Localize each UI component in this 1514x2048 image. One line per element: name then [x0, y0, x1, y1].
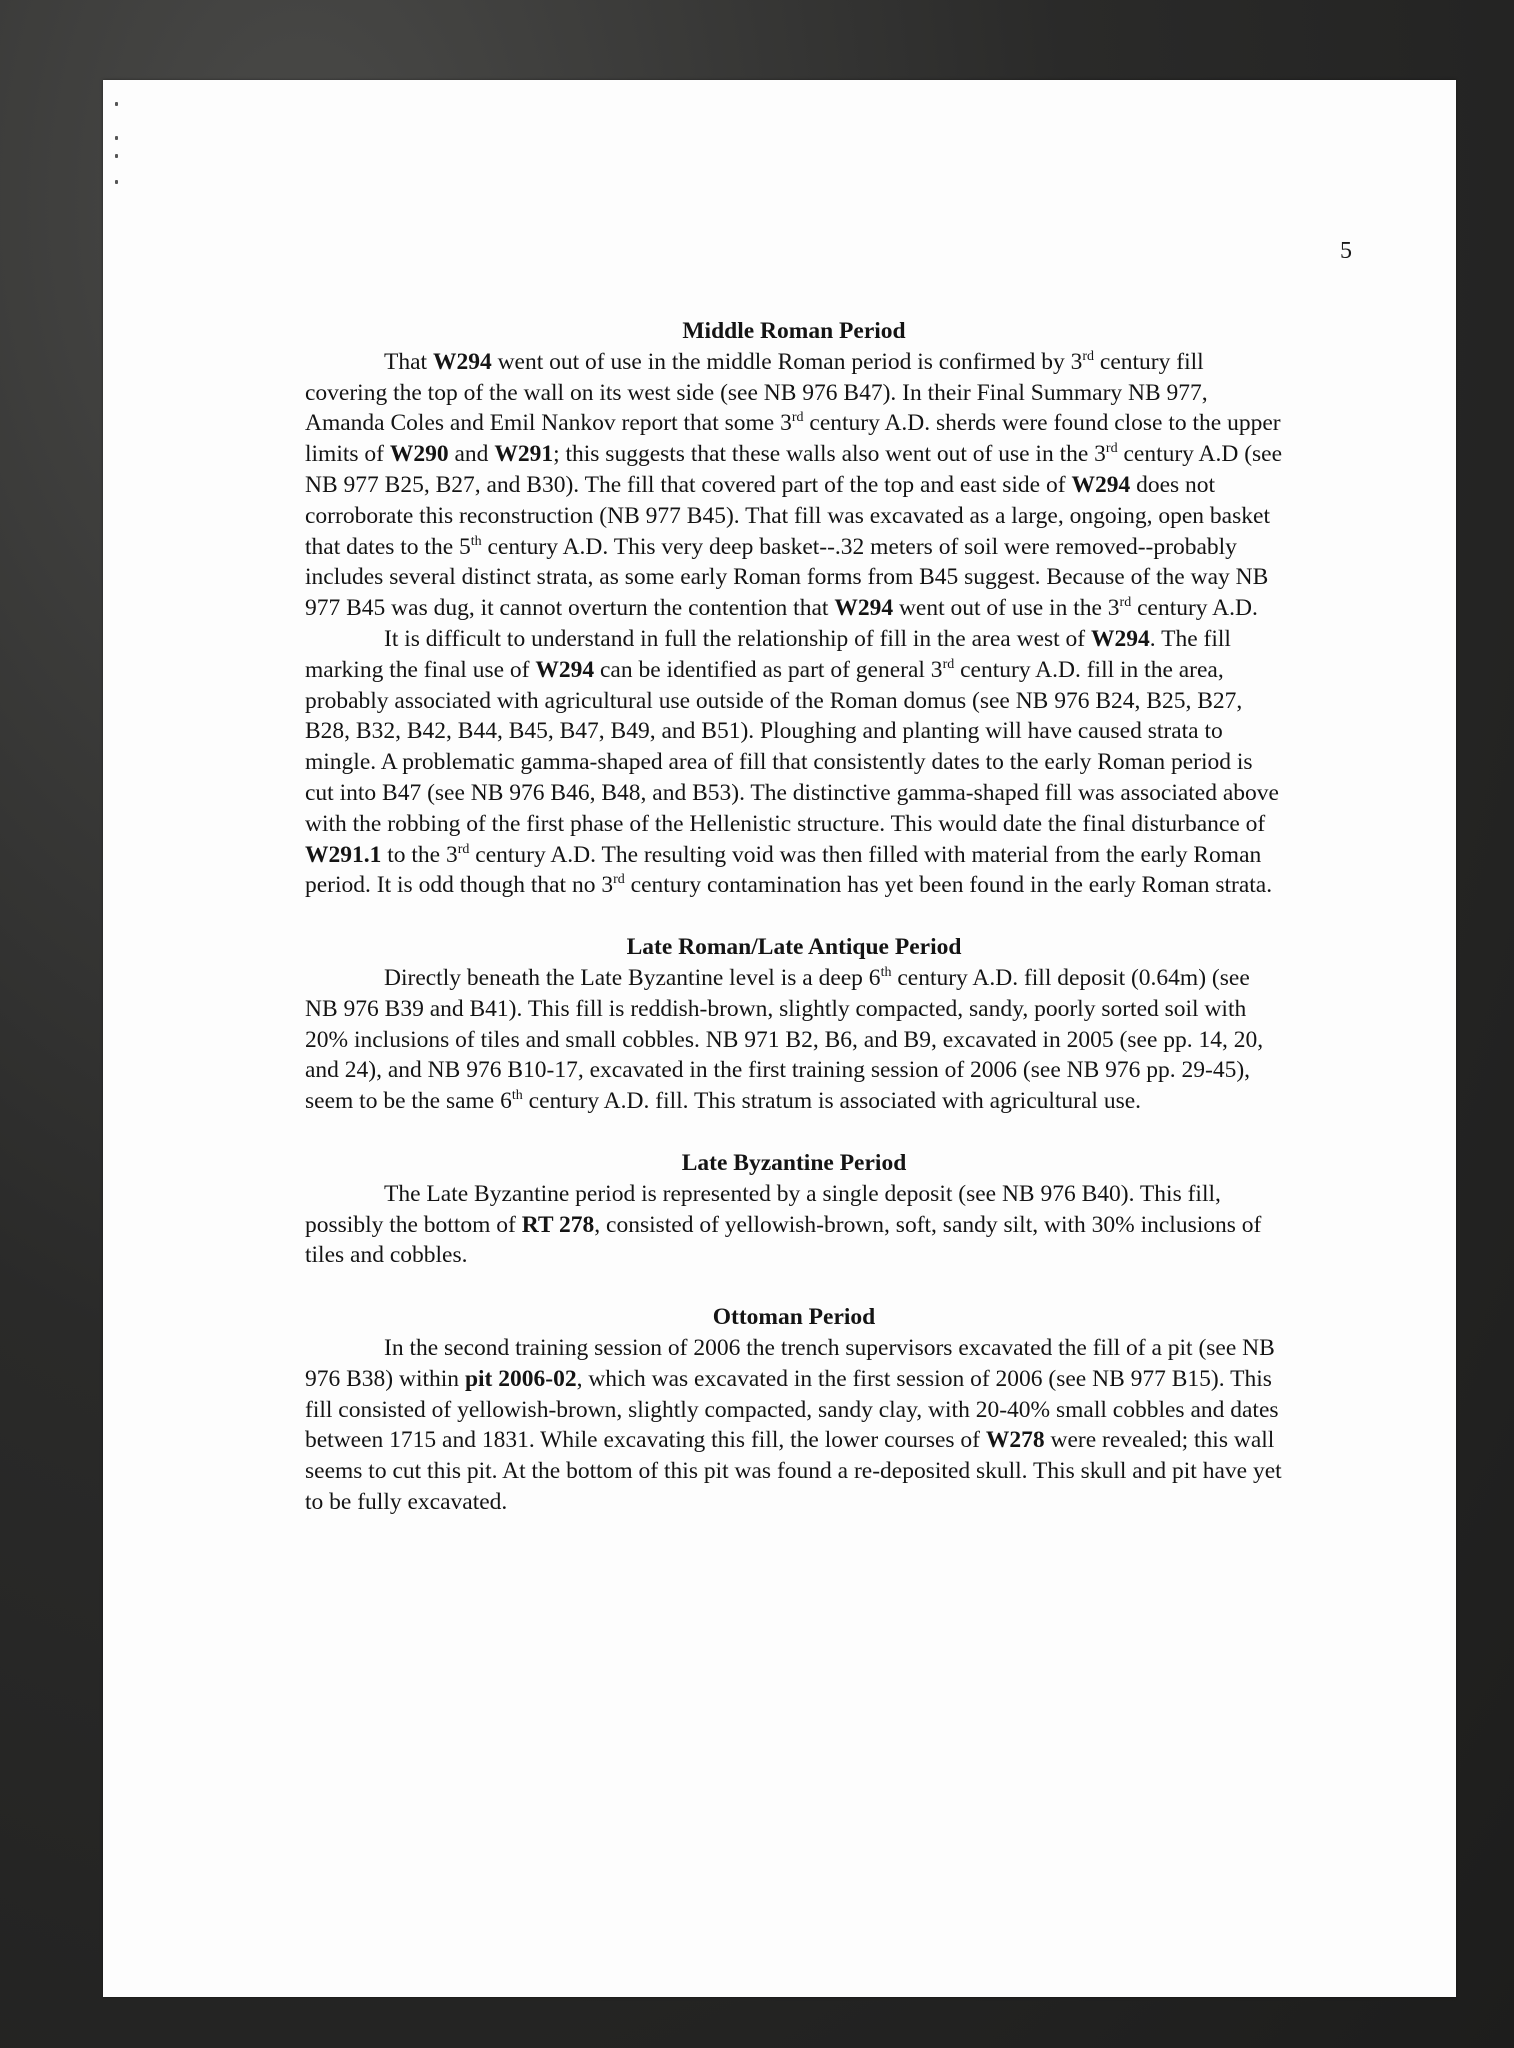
feature-label: W294 — [1091, 625, 1150, 652]
paragraph — [305, 1333, 1283, 1518]
text-run: , which was excavated in the first session of 2006 (see NB 977 B15). This fill consisted of yellowish-brown, slightly compacted, sandy clay, with 20-40% small cobbles and dates between 1715 and 1831. While excavating this fill, the lower courses of — [305, 1365, 1279, 1454]
paragraph — [305, 963, 1283, 1117]
text-run: century A.D. fill deposit (0.64m) (see NB 976 B39 and B41). This fill is reddish-brown, slightly compacted, sandy, poorly sorted soil with 20% inclusions of tiles and small cobbles. NB 971 B2, B6, and B9, excavated in 2005 (see pp. 14, 20, and 24), and NB 976 B10-17, excavated in the first training session of 2006 (see NB 976 pp. 29-45), seem to be the same 6 — [305, 964, 1264, 1115]
feature-label: pit 2006-02 — [464, 1365, 577, 1392]
ordinal-suffix: th — [880, 965, 892, 981]
text-run: Directly beneath the Late Byzantine level is a deep 6 — [384, 964, 881, 991]
section-gap — [305, 1117, 1283, 1148]
feature-label: W294 — [1071, 471, 1131, 498]
text-run: century A.D. fill in the area, probably associated with agricultural use outside of the Roman domus (see NB 976 B24, B25, B27, B28, B32, B42, B44, B45, B47, B49, and B51). Ploughing and planting will have caused strata to mingle. A problematic gamma-shaped area of fill that consistently dates to the early Roman period is cut into B47 (see NB 976 B46, B48, and B53). The distinctive gamma-shaped fill was associated above with the robbing of the first phase of the Hellenistic structure. This would date the final disturbance of — [305, 656, 1279, 837]
text-run: century A.D. — [1131, 595, 1258, 622]
text-run: can be identified as part of general 3 — [594, 656, 943, 683]
section-heading: Late Roman/Late Antique Period — [626, 934, 962, 961]
paragraph — [305, 347, 1283, 624]
text-run: ; this suggests that these walls also went out of use in the 3 — [553, 441, 1106, 468]
section-gap — [305, 1271, 1283, 1302]
ordinal-suffix: th — [470, 533, 482, 549]
text-run: That — [384, 348, 433, 375]
feature-label: W294 — [432, 348, 492, 375]
ordinal-suffix: rd — [1105, 441, 1118, 457]
feature-label: W278 — [985, 1427, 1045, 1454]
ordinal-suffix: rd — [613, 872, 625, 888]
text-run: , consisted of yellowish-brown, soft, sandy silt, with 30% inclusions of tiles and cobbles. — [305, 1211, 1262, 1269]
document-body — [305, 316, 1283, 1518]
text-run: to the 3 — [381, 841, 458, 868]
ordinal-suffix: rd — [1119, 595, 1132, 611]
ordinal-suffix: rd — [1082, 348, 1095, 364]
text-run: century A.D. fill. This stratum is associated with agricultural use. — [522, 1088, 1142, 1115]
text-run: In the second training session of 2006 the trench supervisors excavated the fill of a pit (see NB 976 B38) within — [305, 1334, 1275, 1392]
feature-label: W294 — [535, 656, 595, 683]
text-run: century A.D. The resulting void was then filled with material from the early Roman period. It is odd though that no 3 — [305, 841, 1262, 899]
section-heading: Late Byzantine Period — [681, 1149, 907, 1176]
section-heading: Middle Roman Period — [682, 318, 906, 344]
text-run: went out of use in the middle Roman period is confirmed by 3 — [491, 348, 1083, 375]
text-run: century A.D. sherds were found close to the upper limits of — [305, 410, 1281, 468]
text-run: It is difficult to understand in full the relationship of fill in the area west of — [384, 625, 1092, 652]
feature-label: RT 278 — [521, 1211, 595, 1238]
text-run: The Late Byzantine period is represented by a single deposit (see NB 976 B40). This fill, possibly the bottom of — [305, 1180, 1221, 1238]
text-run: . The fill marking the final use of — [305, 625, 1231, 683]
section-heading: Ottoman Period — [712, 1304, 876, 1331]
feature-label: W291.1 — [305, 841, 382, 868]
text-run: century contamination has yet been found in the early Roman strata. — [624, 872, 1273, 899]
text-run: century A.D (see NB 977 B25, B27, and B30). The fill that covered part of the top and east side of — [305, 441, 1283, 498]
text-run: and — [448, 441, 495, 468]
ordinal-suffix: th — [511, 1088, 523, 1104]
text-run: does not corroborate this reconstruction (NB 977 B45). That fill was excavated as a large, ongoing, open basket that dates to the 5 — [305, 471, 1270, 560]
margin-marks — [115, 102, 135, 202]
ordinal-suffix: rd — [457, 841, 470, 857]
page-number: 5 — [1340, 238, 1352, 264]
text-run: went out of use in the 3 — [893, 595, 1120, 622]
text-run: were revealed; this wall seems to cut this pit. At the bottom of this pit was found a re-deposited skull. This skull and pit have yet to be fully excavated. — [305, 1427, 1282, 1515]
paragraph — [305, 624, 1283, 901]
text-run: century A.D. This very deep basket--.32 meters of soil were removed--probably includes several distinct strata, as some early Roman forms from B45 suggest. Because of the way NB 977 B45 was dug, it cannot overturn the contention that — [305, 533, 1269, 622]
feature-label: W290 — [389, 441, 449, 468]
paragraph — [305, 1179, 1283, 1271]
feature-label: W294 — [834, 595, 894, 622]
document-page — [103, 80, 1456, 1997]
section-gap — [305, 901, 1283, 932]
ordinal-suffix: rd — [942, 656, 955, 672]
feature-label: W291 — [494, 441, 554, 468]
text-run: century fill covering the top of the wall on its west side (see NB 976 B47). In their Final Summary NB 977, Amanda Coles and Emil Nankov report that some 3 — [305, 348, 1208, 437]
ordinal-suffix: rd — [791, 410, 804, 426]
